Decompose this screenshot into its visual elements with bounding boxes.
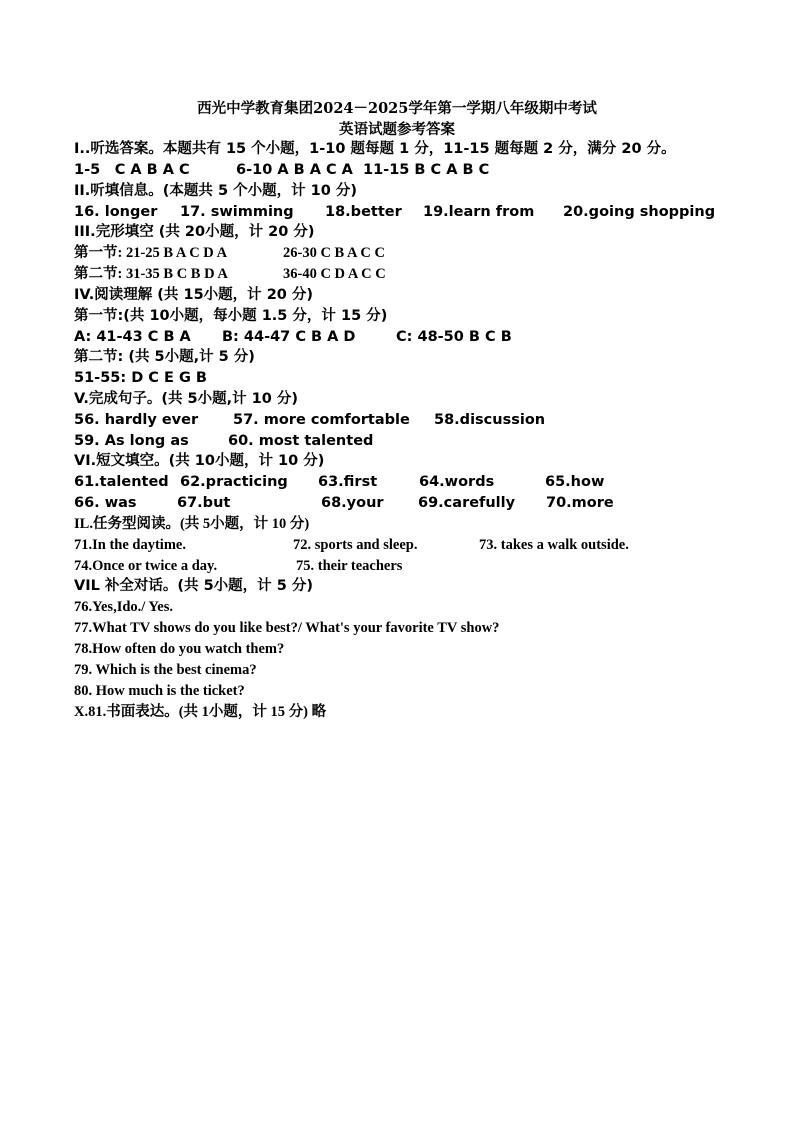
answer-item: 71.In the daytime. <box>74 537 186 553</box>
answer-item: 69.carefully <box>418 495 516 511</box>
answer-item: 72. sports and sleep. <box>293 537 418 553</box>
answer-item: 58.discussion <box>434 412 546 428</box>
answer-group: A: 41-43 C B A <box>74 329 191 345</box>
answer-group: C: 48-50 B C B <box>396 329 512 345</box>
section-2-heading: II.听填信息。(本题共 5 个小题，计 10 分) <box>74 183 358 199</box>
answer-group: 26-30 C B A C C <box>283 245 385 261</box>
answer-group: 11-15 B C A B C <box>363 162 490 178</box>
section-8-heading: VIL 补全对话。(共 5小题，计 5 分) <box>74 578 313 594</box>
answer-item: 77.What TV shows do you like best?/ What's your favorite TV show? <box>74 620 500 636</box>
answer-item: 59. As long as <box>74 433 189 449</box>
answer-item: 78.How often do you watch them? <box>74 641 285 657</box>
section-6-heading: VI.短文填空。(共 10小题，计 10 分) <box>74 453 325 469</box>
document-title: 西光中学教育集团2024－2025学年第一学期八年级期中考试 <box>197 100 597 117</box>
answer-item: 64.words <box>419 474 495 490</box>
answer-item: 60. most talented <box>228 433 374 449</box>
answer-group: B: 44-47 C B A D <box>222 329 356 345</box>
section-1-heading: I..听选答案。本题共有 15 个小题，1-10 题每题 1 分，11-15 题每题 2 分，满分 20 分。 <box>74 141 676 157</box>
answer-item: 16. longer <box>74 204 158 220</box>
answer-group: 第二节: 31-35 B C B D A <box>74 266 228 282</box>
answer-item: 57. more comfortable <box>233 412 410 428</box>
answer-group: 51-55: D C E G B <box>74 370 207 386</box>
answer-item: 66. was <box>74 495 137 511</box>
section-5-heading: V.完成句子。(共 5小题,计 10 分) <box>74 391 299 407</box>
section-10-heading: X.81.书面表达。(共 1小题，计 15 分) 略 <box>74 704 327 720</box>
section-4-part1-heading: 第一节:(共 10小题，每小题 1.5 分，计 15 分) <box>74 308 388 324</box>
answer-item: 80. How much is the ticket? <box>74 683 245 699</box>
section-4-part2-heading: 第二节: (共 5小题,计 5 分) <box>74 349 255 365</box>
answer-item: 74.Once or twice a day. <box>74 558 218 574</box>
answer-item: 67.but <box>177 495 231 511</box>
answer-item: 17. swimming <box>180 204 294 220</box>
answer-item: 75. their teachers <box>296 558 403 574</box>
answer-group: 36-40 C D A C C <box>283 266 386 282</box>
answer-item: 18.better <box>325 204 402 220</box>
answer-group: 6-10 A B A C A <box>236 162 353 178</box>
section-4-heading: IV.阅读理解 (共 15小题，计 20 分) <box>74 287 314 303</box>
answer-item: 61.talented <box>74 474 169 490</box>
answer-group: 1-5 C A B A C <box>74 162 190 178</box>
answer-item: 76.Yes,Ido./ Yes. <box>74 599 173 615</box>
answer-item: 79. Which is the best cinema? <box>74 662 257 678</box>
answer-item: 62.practicing <box>180 474 288 490</box>
section-3-heading: III.完形填空 (共 20小题，计 20 分) <box>74 224 315 240</box>
answer-item: 68.your <box>321 495 384 511</box>
answer-item: 56. hardly ever <box>74 412 199 428</box>
answer-item: 73. takes a walk outside. <box>479 537 629 553</box>
answer-item: 63.first <box>318 474 378 490</box>
answer-item: 65.how <box>545 474 605 490</box>
document-subtitle: 英语试题参考答案 <box>339 121 455 138</box>
section-7-heading: IL.任务型阅读。(共 5小题，计 10 分) <box>74 516 310 532</box>
answer-group: 第一节: 21-25 B A C D A <box>74 245 228 261</box>
answer-item: 19.learn from <box>423 204 535 220</box>
answer-item: 20.going shopping <box>563 204 716 220</box>
answer-item: 70.more <box>546 495 614 511</box>
